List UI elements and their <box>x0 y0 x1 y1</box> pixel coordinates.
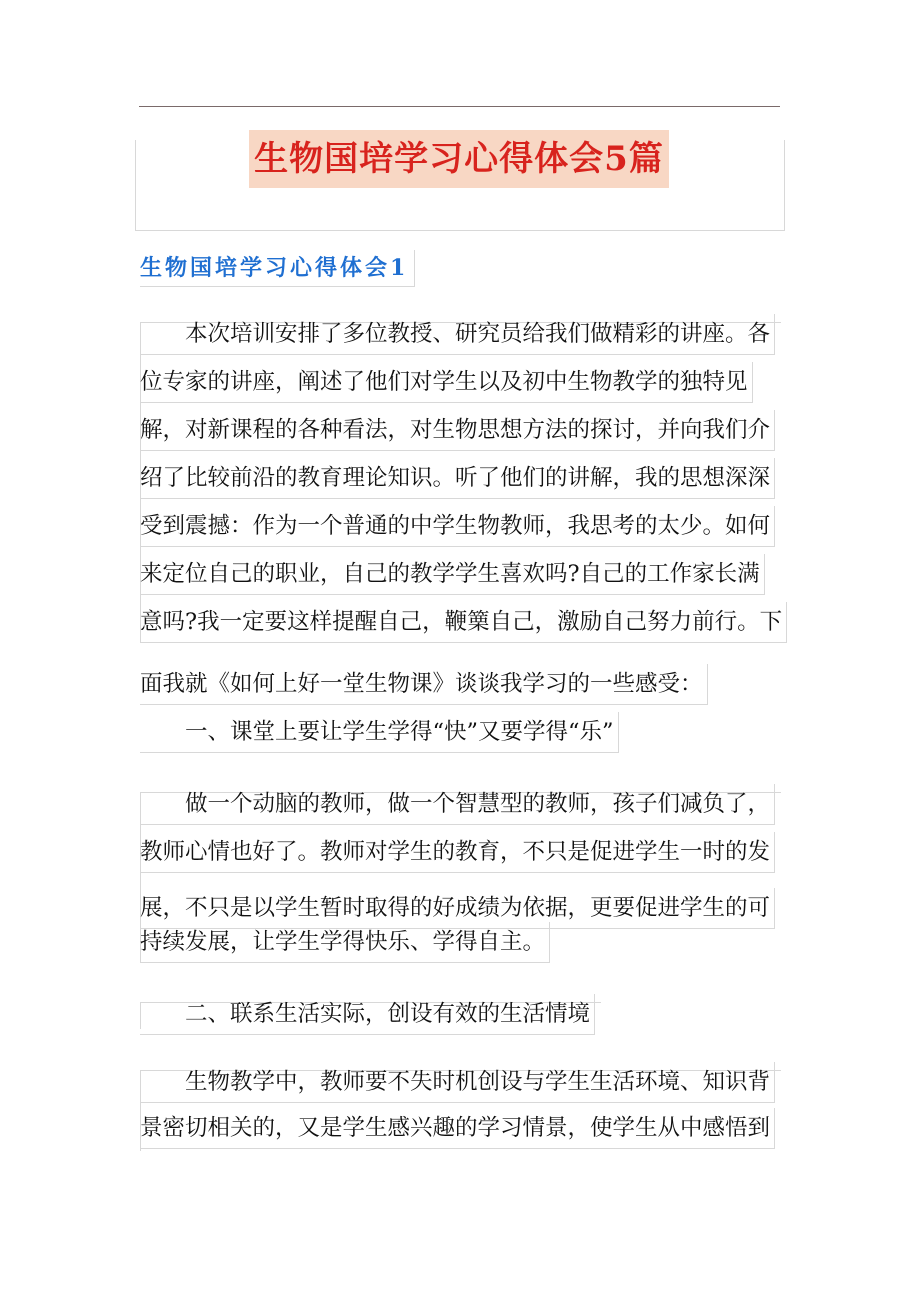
paragraph-line: 景密切相关的，又是学生感兴趣的学习情景，使学生从中感悟到 <box>140 1108 775 1149</box>
paragraph-line: 教师心情也好了。教师对学生的教育，不只是促进学生一时的发 <box>140 832 775 873</box>
subheading-line: 一、课堂上要让学生学得“快”又要学得“乐” <box>140 712 619 753</box>
paragraph-line: 生物教学中，教师要不失时机创设与学生生活环境、知识背 <box>140 1062 775 1103</box>
document-title: 生物国培学习心得体会5篇 <box>254 139 664 179</box>
paragraph-line: 位专家的讲座，阐述了他们对学生以及初中生物教学的独特见 <box>140 362 753 403</box>
paragraph-line: 绍了比较前沿的教育理论知识。听了他们的讲解，我的思想深深 <box>140 458 775 499</box>
paragraph-line: 面我就《如何上好一堂生物课》谈谈我学习的一些感受： <box>140 664 708 705</box>
paragraph-line: 做一个动脑的教师，做一个智慧型的教师，孩子们减负了， <box>140 784 775 825</box>
header-rule <box>139 106 780 107</box>
paragraph-line: 意吗?我一定要这样提醒自己，鞭篥自己，激励自己努力前行。下 <box>140 602 787 643</box>
paragraph-line: 受到震撼：作为一个普通的中学生物教师，我思考的太少。如何 <box>140 506 775 547</box>
section-heading: 生物国培学习心得体会1 <box>140 250 415 287</box>
paragraph-line: 展，不只是以学生暂时取得的好成绩为依据，更要促进学生的可 <box>140 888 775 929</box>
subheading-line: 二、联系生活实际，创设有效的生活情境 <box>140 994 595 1035</box>
paragraph-line: 本次培训安排了多位教授、研究员给我们做精彩的讲座。各 <box>140 314 775 355</box>
paragraph-line: 来定位自己的职业，自己的教学学生喜欢吗?自己的工作家长满 <box>140 554 765 595</box>
paragraph-line: 持续发展，让学生学得快乐、学得自主。 <box>140 922 550 963</box>
paragraph-line: 解，对新课程的各种看法，对生物思想方法的探讨，并向我们介 <box>140 410 775 451</box>
